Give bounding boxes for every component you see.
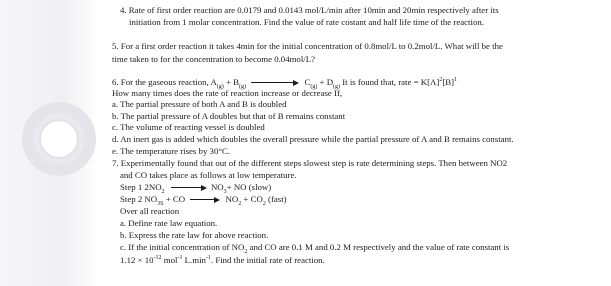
q7-part-c1-a: c. If the initial concentration of NO	[120, 242, 245, 252]
reaction-arrow-icon	[251, 80, 299, 86]
q5-line-2: time taken to for the concentration to become 0.04mol/L?	[112, 54, 315, 64]
q7-step-2	[120, 194, 287, 205]
q6-option-c: c. The volume of reacting vessel is doubled	[112, 122, 265, 132]
q7-overall: Over all reaction	[120, 206, 180, 216]
q6-sub-g4: (g)	[333, 83, 341, 90]
q6-line-2: How many times does the rate of reaction increase or decrease If,	[112, 88, 343, 98]
q7-part-c2-d: . Find the initial rate of reaction.	[210, 255, 325, 265]
q7-part-c1-sub: 2	[244, 248, 248, 255]
q7-part-a: a. Define rate law equation.	[120, 218, 218, 228]
q6-sub-g1: (g)	[216, 83, 224, 90]
q6-stem-a: 6. For the gaseous reaction, A	[112, 77, 217, 87]
q6-option-e: e. The temperature rises by 30°C.	[112, 146, 230, 156]
step1-arrow-icon	[171, 185, 207, 191]
q7-part-c-line-1	[120, 242, 509, 253]
q7-step1-product: NO	[210, 182, 224, 192]
q7-line-1: 7. Experimentally found that out of the different steps slowest step is rate determining steps. Then between NO2	[112, 158, 508, 168]
q6-sup-1: 1	[454, 77, 458, 84]
q4-line-1: 4. Rate of first order reaction are 0.0179 and 0.0143 mol/L/min after 10min and 20min respectively after its	[120, 5, 499, 15]
q7-step2-tail: (fast)	[265, 194, 287, 204]
q7-step1-sub: 2	[161, 188, 165, 195]
q7-part-c-line-2	[120, 255, 325, 266]
q4-line-2: initiation from 1 molar concentration. Find the value of rate costant and half life time of the reaction.	[129, 17, 484, 27]
q7-part-c2-sup2: -1	[177, 255, 183, 262]
q7-part-c1-b: and CO are 0.1 M and 0.2 M respectively and the value of rate constant is	[247, 242, 510, 252]
q6-option-d: d. An inert gas is added which doubles the overall pressure while the partial pressure of A and B remains constant.	[112, 134, 514, 144]
q5-line-1: 5. For a first order reaction it takes 4min for the initial concentration of 0.8mol/L to 0.2mol/L. What will be the	[112, 41, 503, 51]
q7-part-b: b. Express the rate law for above reaction.	[120, 230, 269, 240]
q6-sub-g2: (g)	[239, 83, 247, 90]
q7-step2-plus: + CO	[163, 194, 186, 204]
q7-step2-sub3: 2	[262, 200, 266, 207]
q7-part-c2-sup1: -12	[153, 255, 162, 262]
q6-rate-b: [B]	[442, 77, 455, 87]
q7-part-c2-sup3: -1	[205, 255, 211, 262]
q7-step1-sub2: 3	[223, 188, 227, 195]
q7-step2-sub2: 2	[238, 200, 242, 207]
q6-plus-2: + D	[317, 77, 334, 87]
q7-step-1	[120, 182, 271, 193]
q7-part-c2-b: mol	[161, 255, 178, 265]
q7-step2-rest: + CO	[241, 194, 263, 204]
binder-hole-center	[41, 121, 77, 157]
q7-step2-product: NO	[225, 194, 239, 204]
q6-option-b: b. The partial pressure of A doubles but that of B remains constant	[112, 111, 346, 121]
q6-product-c: C	[304, 77, 311, 87]
q6-sup-2: 2	[439, 77, 443, 84]
q7-line-2: and CO takes place as follows at low temperature.	[120, 170, 297, 180]
q6-option-a: a. The partial pressure of both A and B is doubled	[112, 99, 287, 109]
q7-step1-label: Step 1 2NO	[120, 182, 162, 192]
q7-part-c2-a: 1.12 × 10	[120, 255, 154, 265]
q6-stem	[112, 77, 457, 88]
q7-step2-label: Step 2 NO	[120, 194, 158, 204]
q7-step2-sub: 3S	[157, 200, 164, 207]
step2-arrow-icon	[190, 197, 220, 203]
q7-step1-rest: + NO (slow)	[226, 182, 272, 192]
q6-plus-1: + B	[223, 77, 240, 87]
q6-stem-b: It is found that, rate = K[A]	[340, 77, 440, 87]
q6-sub-g3: (g)	[310, 83, 318, 90]
q7-part-c2-c: L.min	[182, 255, 206, 265]
